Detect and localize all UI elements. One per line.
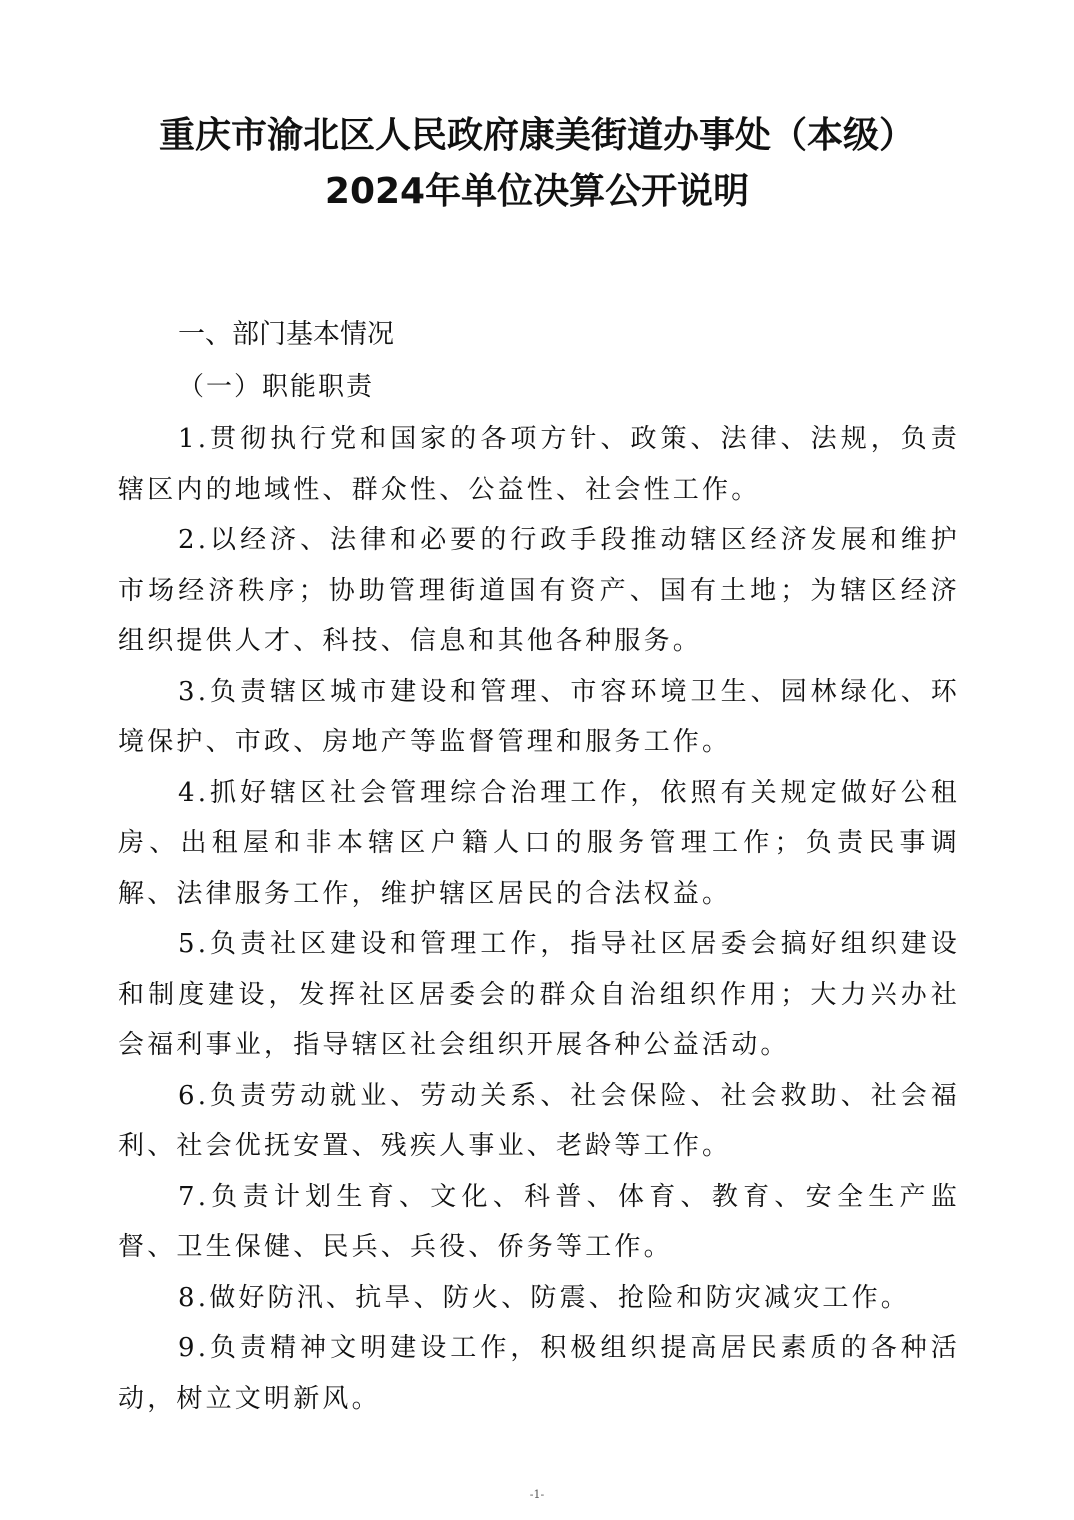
page-number: -1- (529, 1488, 545, 1501)
duty-item-4: 4.抓好辖区社会管理综合治理工作，依照有关规定做好公租房、出租屋和非本辖区户籍人口的服务管理工作；负责民事调解、法律服务工作，维护辖区居民的合法权益。 (118, 777, 960, 909)
duty-item-6: 6.负责劳动就业、劳动关系、社会保险、社会救助、社会福利、社会优抚安置、残疾人事业、老龄等工作。 (118, 1080, 960, 1161)
duty-item-3: 3.负责辖区城市建设和管理、市容环境卫生、园林绿化、环境保护、市政、房地产等监督管理和服务工作。 (118, 676, 960, 757)
title-line-2: 2024年单位决算公开说明 (324, 171, 750, 212)
duty-item-1: 1.贯彻执行党和国家的各项方针、政策、法律、法规，负责辖区内的地域性、群众性、公益性、社会性工作。 (118, 424, 960, 505)
duty-item-2: 2.以经济、法律和必要的行政手段推动辖区经济发展和维护市场经济秩序；协助管理街道国有资产、国有土地；为辖区经济组织提供人才、科技、信息和其他各种服务。 (118, 525, 960, 656)
duties-list (118, 414, 960, 1424)
sub-heading: （一）职能职责 (178, 372, 375, 402)
duty-item-9: 9.负责精神文明建设工作，积极组织提高居民素质的各种活动，树立文明新风。 (118, 1333, 960, 1414)
duty-item-8: 8.做好防汛、抗旱、防火、防震、抢险和防灾减灾工作。 (178, 1282, 911, 1313)
duty-item-7: 7.负责计划生育、文化、科普、体育、教育、安全生产监督、卫生保健、民兵、兵役、侨务等工作。 (118, 1181, 960, 1262)
title-line-1: 重庆市渝北区人民政府康美街道办事处（本级） (158, 115, 915, 156)
duty-item-5: 5.负责社区建设和管理工作，指导社区居委会搞好组织建设和制度建设，发挥社区居委会的群众自治组织作用；大力兴办社会福利事业，指导辖区社会组织开展各种公益活动。 (118, 929, 960, 1060)
document-title (0, 108, 1074, 220)
section-heading: 一、部门基本情况 (178, 319, 394, 350)
